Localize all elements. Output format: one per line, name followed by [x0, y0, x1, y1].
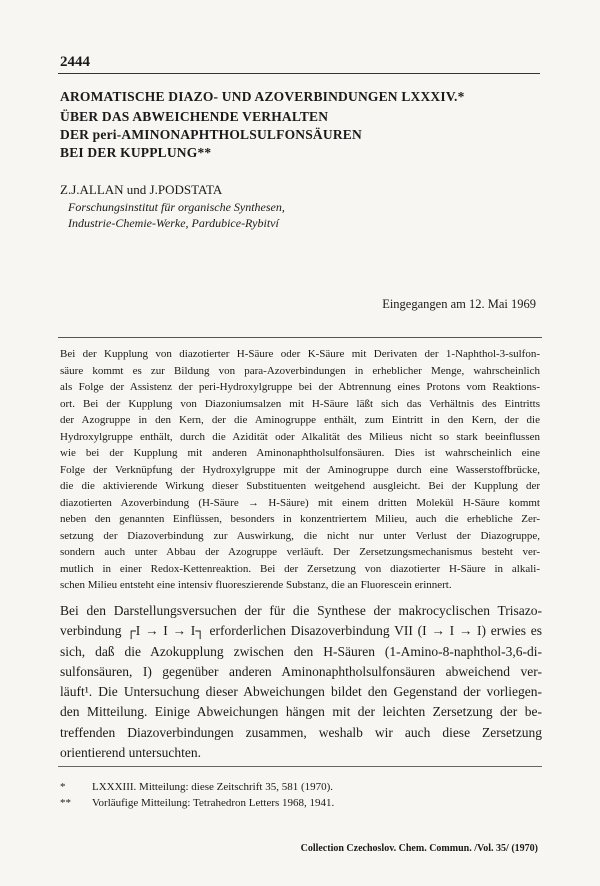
body-line: verbindung ┌I → I → I┐ erforderlichen Disazoverbindung VII (I → I → I) erwies es [60, 623, 542, 639]
article-title-line-2: ÜBER DAS ABWEICHENDE VERHALTEN [60, 109, 329, 124]
authors: Z.J.ALLAN und J.PODSTATA [60, 182, 223, 197]
body-line: sulfonsäuren, I) gegenüber anderen Aminonaphtholsulfonsäuren abweichend ver- [60, 663, 542, 679]
article-title-line-4: BEI DER KUPPLUNG** [60, 145, 212, 160]
abstract-line: setzung der Diazoverbindung zur Auswirkung, die nicht nur unter Verlust der Diazogruppe, [60, 529, 540, 542]
body-line: Bei den Darstellungsversuchen der für die Synthese der makrocyclischen Trisazo- [60, 603, 542, 618]
abstract-line: säure kommt es zur Bildung von para-Azoverbindungen in erheblicher Menge, wahrscheinlich [60, 364, 540, 377]
footnote [60, 781, 333, 793]
footnote-text: Vorläufige Mitteilung: Tetrahedron Letters 1968, 1941. [92, 797, 335, 809]
body-line: den Mitteilung. Einige Abweichungen hängen mit der leichten Zersetzung der be- [60, 704, 542, 720]
footnote-mark: ** [60, 797, 71, 809]
page-number: 2444 [60, 54, 90, 70]
body-paragraph [60, 601, 542, 763]
header-rule [58, 73, 540, 74]
article-title-line-3: DER peri-AMINONAPHTHOLSULFONSÄUREN [60, 127, 362, 142]
received-date: Eingegangen am 12. Mai 1969 [382, 297, 536, 311]
abstract-line: Hydroxylgruppe enthält, durch die Azidität oder Alkalität des Milieus nicht so stark beeinflussen [60, 430, 540, 443]
abstract-line: als Folge der Assistenz der peri-Hydroxylgruppe bei der Abtrennung eines Protons vom Reaktions- [60, 381, 540, 393]
abstract-line: ort. Bei der Kupplung von Diazoniumsalzen mit H-Säure läßt sich das Verhältnis des Eintritts [60, 397, 540, 410]
abstract-line: Bei der Kupplung von diazotierter H-Säure oder K-Säure mit Derivaten der 1-Naphthol-3-sulfon- [60, 348, 540, 360]
abstract-line: diazotierten Azoverbindung (H-Säure → H-Säure) mit einem dritten Molekül H-Säure kommt [60, 496, 540, 509]
body-line: sich, daß die Azokupplung zwischen den H-Säuren (1-Amino-8-naphthol-3,6-di- [60, 643, 542, 659]
abstract-line: die die aktivierende Wirkung dieser Substituenten weitgehend ausgleicht. Bei der Kupplung der [60, 480, 540, 492]
abstract-line: neben den genannten Einflüssen, besonders in konzentriertem Milieu, auch die erhebliche Zer- [60, 513, 540, 525]
abstract [60, 346, 540, 594]
abstract-line: Folge der Verknüpfung der Hydroxylgruppe mit der Aminogruppe durch eine Wasserstoffbrücke, [60, 463, 540, 476]
body-line: treffenden Diazoverbindungen zusammen, weshalb wir auch diese Zersetzung [60, 724, 542, 740]
affiliation-line-1: Forschungsinstitut für organische Synthesen, [68, 200, 285, 214]
abstract-rule [58, 337, 542, 338]
abstract-line: sondern auch unter Abbau der Azogruppe verläuft. Der Zersetzungsmechanismus besteht ver- [60, 546, 540, 558]
abstract-line: mutlich in einer Redox-Kettenreaktion. Bei der Zersetzung von diazotierter H-Säure in alkali- [60, 562, 540, 575]
affiliation-line-2: Industrie-Chemie-Werke, Pardubice-Rybitví [68, 216, 279, 230]
abstract-line: wie bei der Kupplung mit anderen Aminonaphtholsulfonsäuren. Dies ist wahrscheinlich eine [60, 447, 540, 459]
journal-footer: Collection Czechoslov. Chem. Commun. /Vol. 35/ (1970) [300, 843, 538, 854]
footnote-mark: * [60, 781, 66, 793]
footnote-text: LXXXIII. Mitteilung: diese Zeitschrift 35, 581 (1970). [92, 781, 334, 793]
abstract-line: der Azogruppe in den Kern, der die Aminogruppe enthält, zum Eintritt in den Kern, der die [60, 414, 540, 426]
body-line: läuft¹. Die Untersuchung dieser Abweichungen bildet den Gegenstand der vorliegen- [60, 684, 542, 700]
article-title-line-1: AROMATISCHE DIAZO- UND AZOVERBINDUNGEN LXXXIV.* [60, 89, 465, 104]
body-line: orientierend untersuchten. [60, 745, 201, 761]
footnote-rule [58, 766, 542, 767]
abstract-line: schen Milieu entsteht eine intensiv fluoreszierende Substanz, die an Fluorescein erinnert. [60, 579, 452, 591]
footnote [60, 797, 334, 809]
